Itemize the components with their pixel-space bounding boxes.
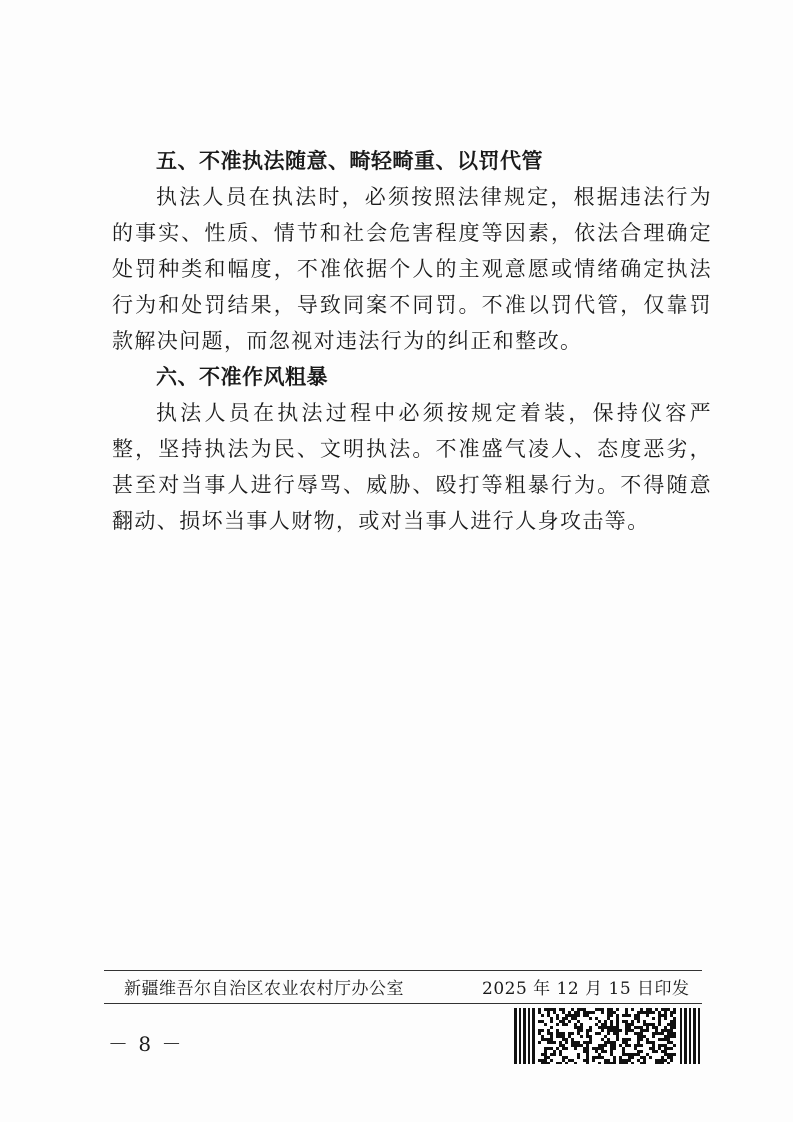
barcode-image <box>514 1008 700 1064</box>
section-paragraph-6: 执法人员在执法过程中必须按规定着装，保持仪容严整，坚持执法为民、文明执法。不准盛气凌人、态度恶劣，甚至对当事人进行辱骂、威胁、殴打等粗暴行为。不得随意翻动、损坏当事人财物，或对当事人进行人身攻击等。 <box>112 401 712 533</box>
document-body <box>112 143 712 539</box>
footer-bottom-rule <box>104 1003 702 1004</box>
footer-issuer: 新疆维吾尔自治区农业农村厅办公室 <box>124 979 404 999</box>
page-number: － 8 － <box>108 1032 184 1056</box>
section-heading-5: 五、不准执法随意、畸轻畸重、以罚代管 <box>156 149 543 173</box>
footer-issue-date: 2025 年 12 月 15 日印发 <box>482 979 690 999</box>
section-heading-6: 六、不准作风粗暴 <box>156 365 328 389</box>
footer-top-rule <box>104 970 702 971</box>
section-paragraph-5: 执法人员在执法时，必须按照法律规定，根据违法行为的事实、性质、情节和社会危害程度等因素，依法合理确定处罚种类和幅度，不准依据个人的主观意愿或情绪确定执法行为和处罚结果，导致同案不同罚。不准以罚代管，仅靠罚款解决问题，而忽视对违法行为的纠正和整改。 <box>112 185 712 353</box>
